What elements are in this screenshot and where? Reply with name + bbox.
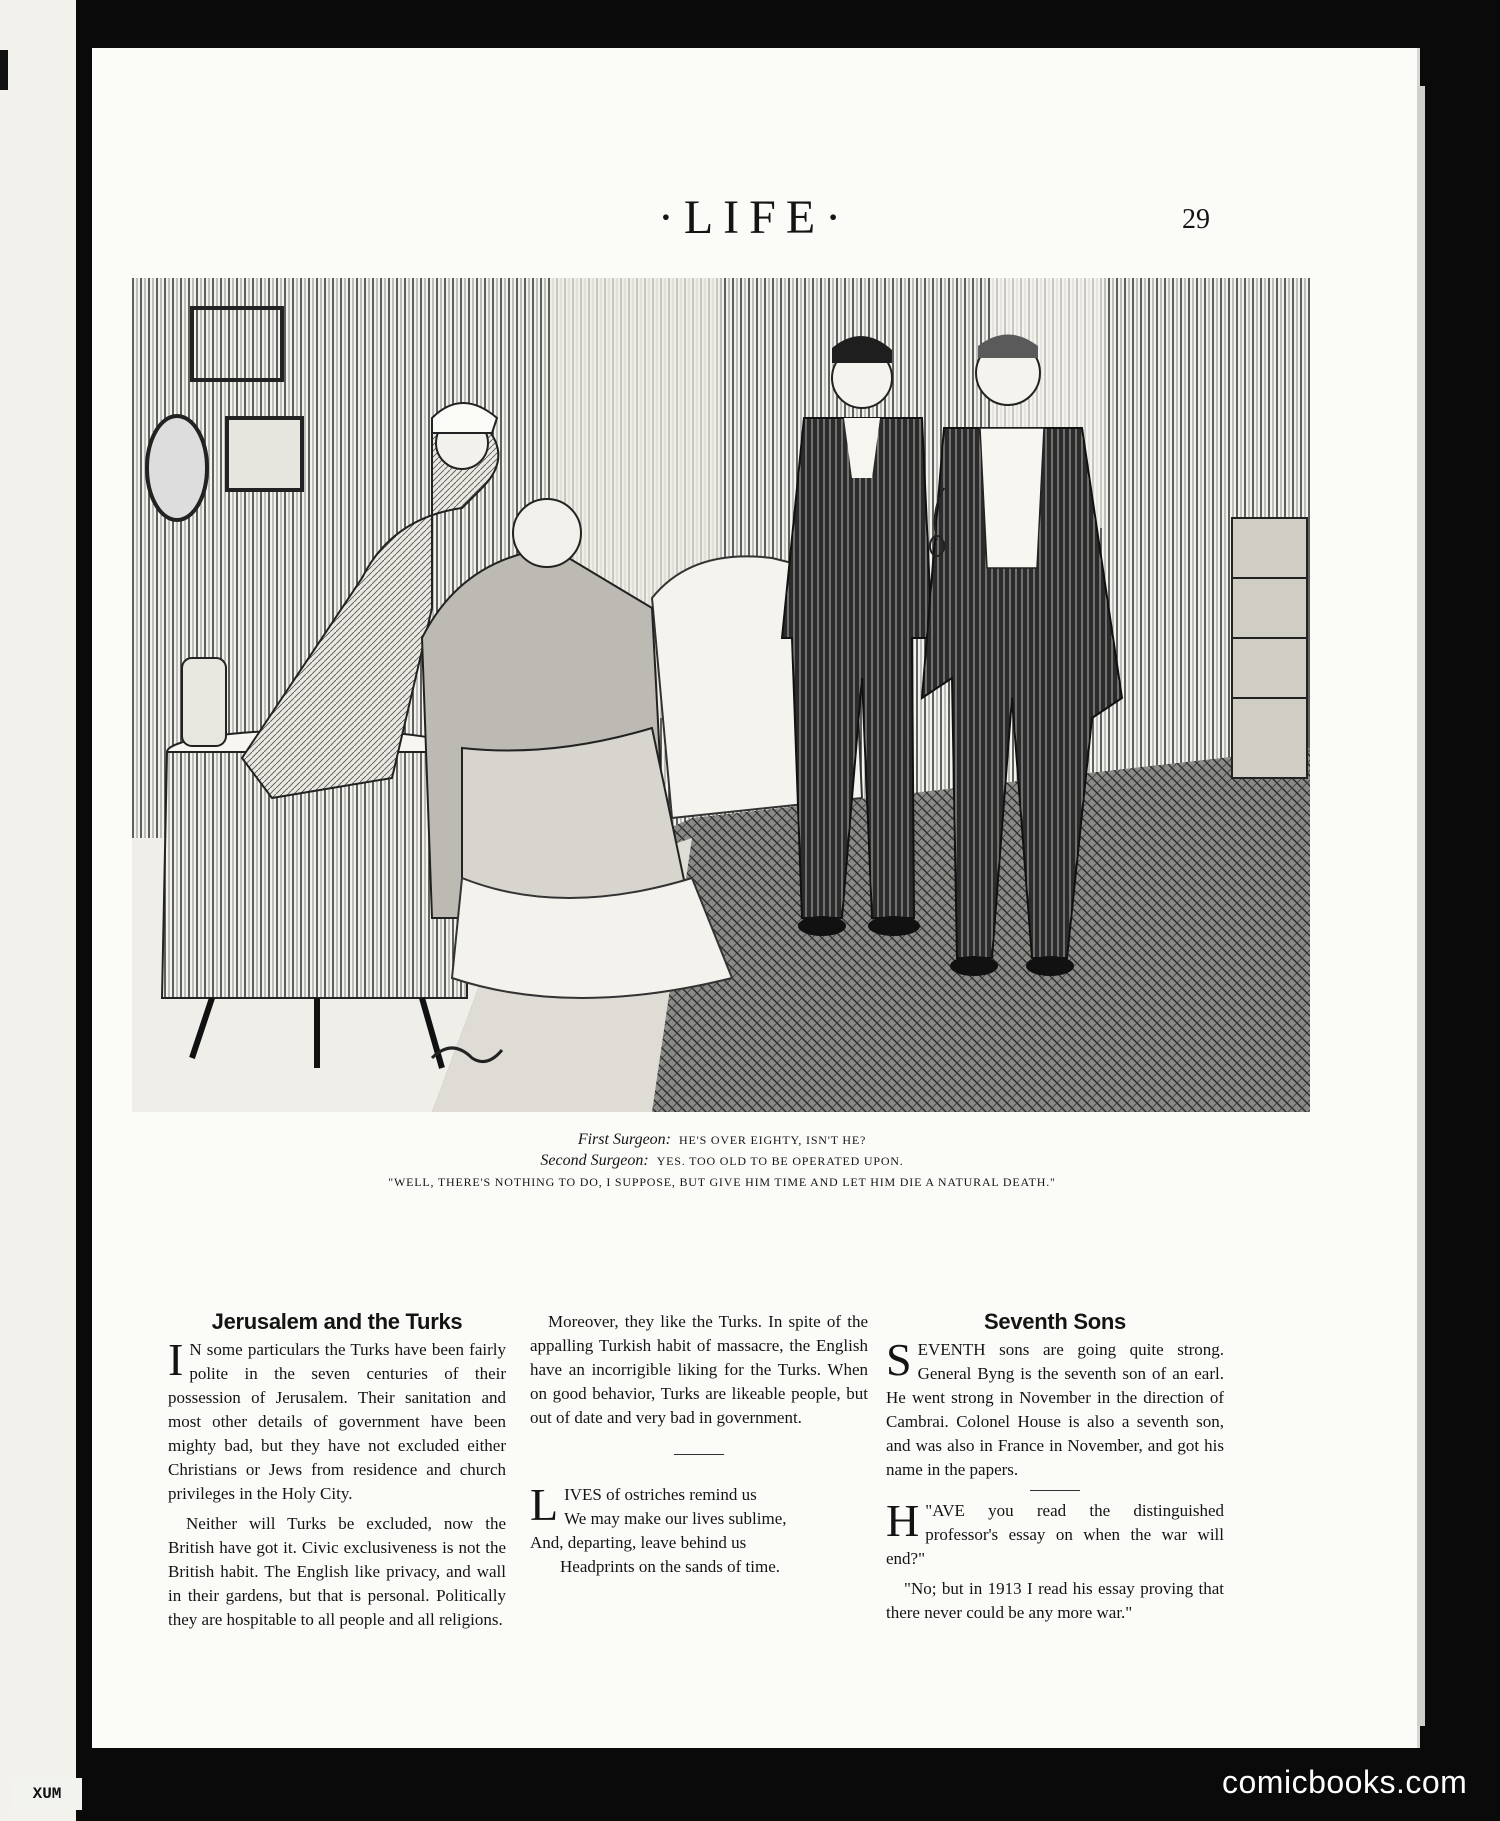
spine-mark <box>0 50 8 90</box>
second-line: YES. TOO OLD TO BE OPERATED UPON. <box>656 1154 904 1168</box>
jerusalem-paragraph-2: Neither will Turks be excluded, now the British have got it. Civic exclusiveness is not the British habit. The English like privacy, and wall in their gardens, but that is personal. Politically they are hospitable to all people and all religions. <box>168 1514 506 1629</box>
magazine-page <box>92 48 1417 1748</box>
article-column-2 <box>530 1310 868 1579</box>
section-divider <box>1030 1490 1080 1491</box>
drop-cap: S <box>886 1334 912 1385</box>
article-heading-jerusalem: Jerusalem and the Turks <box>211 1309 463 1334</box>
article-column-3 <box>886 1310 1224 1631</box>
watermark: comicbooks.com <box>1222 1764 1468 1800</box>
masthead-title: ·LIFE· <box>657 191 852 244</box>
first-speaker: First Surgeon: <box>577 1131 672 1148</box>
caption-line-3: "WELL, THERE'S NOTHING TO DO, I SUPPOSE, BUT GIVE HIM TIME AND LET HIM DIE A NATURAL DEATH." <box>388 1175 1056 1189</box>
article-heading-seventh-sons: Seventh Sons <box>984 1309 1126 1334</box>
cartoon-caption <box>232 1130 1212 1192</box>
poem-line-4: Headprints on the sands of time. <box>560 1557 781 1576</box>
cartoon-illustration <box>132 278 1310 1112</box>
jerusalem-paragraph-3: Moreover, they like the Turks. In spite of the appalling Turkish habit of massacre, the English have an incorrigible liking for the Turks. When on good behavior, Turks are likeable people, but out of date and very bad in government. <box>530 1312 868 1427</box>
poem-line-1-text: IVES of ostriches remind us <box>564 1485 757 1504</box>
facing-page-edge <box>0 0 76 1821</box>
jerusalem-paragraph-1 <box>168 1334 506 1506</box>
section-divider <box>674 1454 724 1455</box>
second-speaker: Second Surgeon: <box>540 1152 649 1169</box>
caption-line-1 <box>232 1130 1212 1151</box>
first-line: HE'S OVER EIGHTY, ISN'T HE? <box>679 1133 867 1147</box>
drop-cap: H <box>886 1495 920 1546</box>
essay-paragraph-1-text: AVE you read the distinguished professor's essay on when the war will end?" <box>886 1501 1224 1568</box>
corner-label: XUM <box>12 1778 82 1810</box>
ostrich-poem <box>530 1479 868 1579</box>
drop-cap: I <box>168 1334 184 1385</box>
caption-line-2 <box>232 1151 1212 1172</box>
poem-line-3: And, departing, leave behind us <box>530 1533 747 1552</box>
page-edge-shadow <box>1417 86 1425 1726</box>
drop-cap: L <box>530 1479 559 1530</box>
cartoon-drawing <box>132 278 1310 1112</box>
page-number: 29 <box>1182 204 1210 235</box>
essay-paragraph-1: " H AVE you read the distinguished professor's essay on when the war will end?" <box>886 1495 1224 1568</box>
jerusalem-paragraph-1-text: N some particulars the Turks have been fairly polite in the seven centuries of their possession of Jerusalem. Their sanitation and most other details of government have been mighty bad, but they have not excluded either Christians or Jews from residence and church privileges in the Holy City. <box>168 1340 506 1503</box>
seventh-sons-text: EVENTH sons are going quite strong. General Byng is the seventh son of an earl. He went strong in November in the direction of Cambrai. Colonel House is also a seventh son, and was also in France in November, and got his name in the papers. <box>886 1340 1224 1479</box>
essay-paragraph-2: "No; but in 1913 I read his essay proving that there never could be any more war." <box>886 1579 1224 1622</box>
article-column-1 <box>168 1310 506 1638</box>
seventh-sons-paragraph <box>886 1334 1224 1482</box>
poem-line-2: We may make our lives sublime, <box>564 1509 787 1528</box>
